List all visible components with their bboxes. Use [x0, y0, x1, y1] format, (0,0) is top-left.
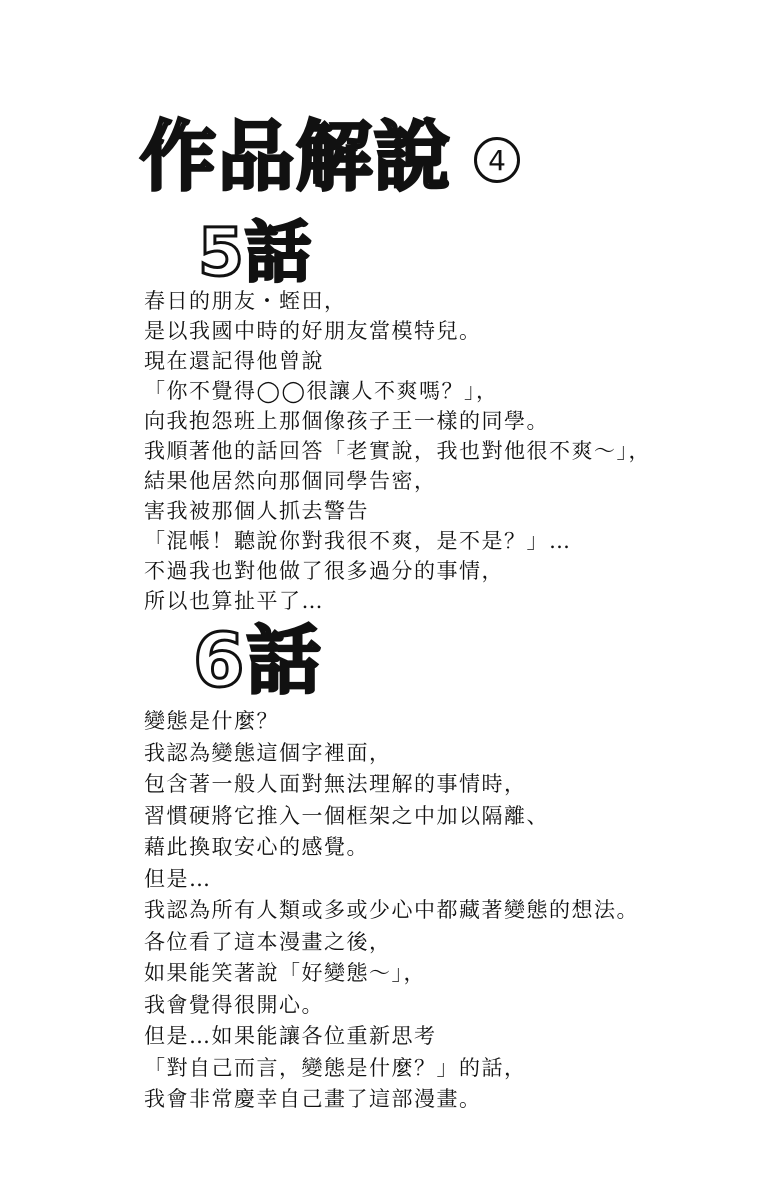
text-line: 習慣硬將它推入一個框架之中加以隔離、 [144, 803, 549, 828]
text-line: 「混帳！聽說你對我很不爽，是不是？」… [144, 529, 572, 553]
chapter-6-heading: 6話 [193, 618, 323, 704]
text-line: 各位看了這本漫畫之後， [144, 929, 392, 954]
text-line: 藉此換取安心的感覺。 [144, 835, 369, 859]
chapter-5-heading: 5話 [198, 214, 312, 291]
text-line: 是以我國中時的好朋友當模特兒。 [144, 319, 482, 343]
text-line: 我認為變態這個字裡面， [144, 740, 392, 765]
text-line: 「對自己而言，變態是什麼？」的話， [144, 1055, 527, 1080]
text-line: 但是…如果能讓各位重新思考 [144, 1024, 437, 1048]
text-line: 現在還記得他曾說 [144, 349, 324, 373]
text-line: 不過我也對他做了很多過分的事情， [144, 559, 504, 583]
text-line: 結果他居然向那個同學告密， [144, 469, 437, 493]
text-line: 「你不覺得◯◯很讓人不爽嗎？」， [144, 379, 499, 403]
text-line: 如果能笑著說「好變態～」， [144, 961, 426, 985]
circled-number: 4 [474, 137, 520, 183]
text-line: 包含著一般人面對無法理解的事情時， [144, 772, 527, 796]
text-line: 我會非常慶幸自己畫了這部漫畫。 [144, 1087, 482, 1111]
page-title-text: 作品解說 [140, 112, 452, 201]
text-line: 向我抱怨班上那個像孩子王一樣的同學。 [144, 409, 549, 433]
text-line: 我順著他的話回答「老實說，我也對他很不爽～」， [144, 439, 651, 463]
text-line: 害我被那個人抓去警告 [144, 499, 369, 523]
text-line: 我認為所有人類或多或少心中都藏著變態的想法。 [144, 898, 639, 922]
page-title [140, 112, 520, 202]
text-line: 但是… [144, 866, 212, 891]
text-line: 變態是什麼？ [144, 709, 279, 733]
text-line: 我會覺得很開心。 [144, 992, 324, 1017]
chapter-6-commentary [144, 706, 744, 1116]
chapter-5-commentary [144, 286, 744, 616]
text-line: 所以也算扯平了… [144, 589, 324, 613]
text-line: 春日的朋友・蛭田， [144, 289, 347, 313]
